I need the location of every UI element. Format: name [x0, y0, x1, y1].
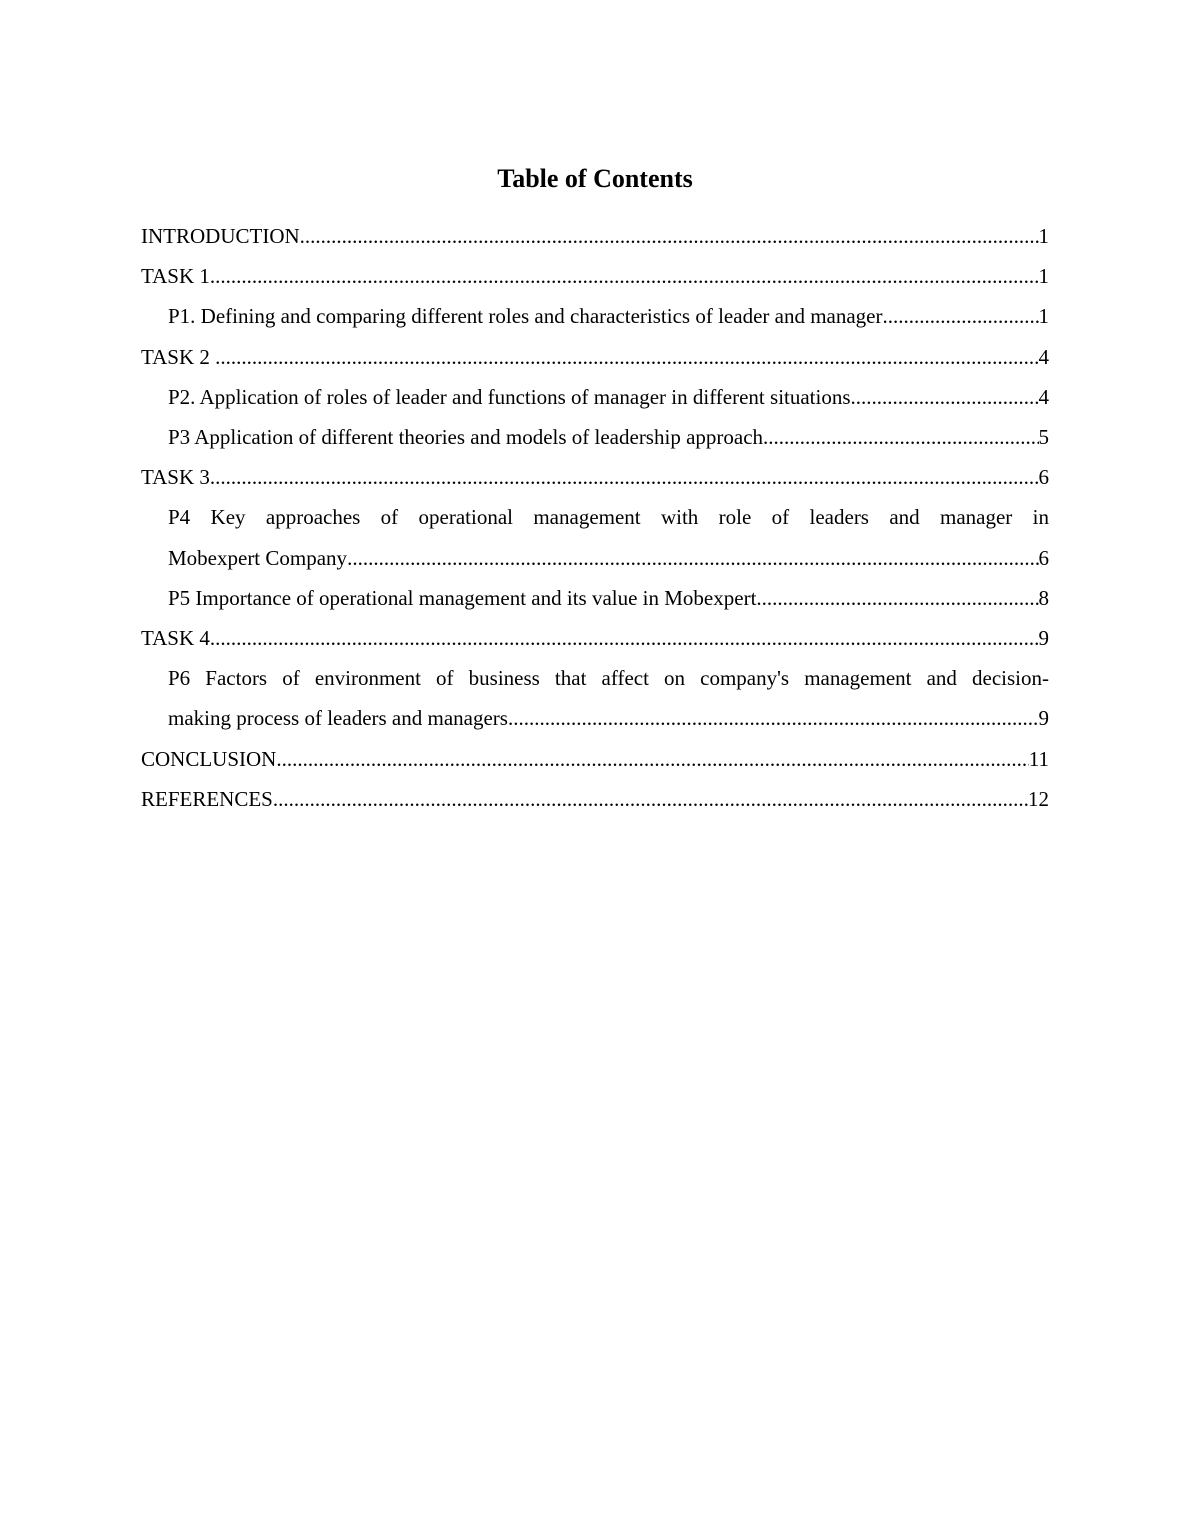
toc-entry-title: TASK 4 — [141, 626, 210, 651]
toc-entry-page: 6 — [1038, 465, 1049, 490]
toc-entry-title: P3 Application of different theories and models of leadership approach — [168, 425, 764, 450]
dot-leader — [273, 779, 1028, 819]
toc-heading: Table of Contents — [497, 164, 693, 193]
toc-entry-title-line1: P4 Key approaches of operational management with role of leaders and manager in — [168, 505, 1049, 530]
toc-entry-page: 9 — [1038, 626, 1049, 651]
dot-leader — [300, 216, 1039, 256]
toc-entry-page: 6 — [1038, 545, 1049, 570]
toc-entry-title-line1: P6 Factors of environment of business that affect on company's management and decision- — [168, 666, 1049, 691]
dot-leader — [508, 698, 1039, 738]
toc-entry-page: 5 — [1038, 425, 1049, 450]
toc-entry-title: CONCLUSION — [141, 746, 277, 771]
toc-entry-page: 9 — [1038, 706, 1049, 731]
dot-leader — [883, 296, 1039, 336]
toc-entry-task-2[interactable] — [141, 337, 1049, 377]
toc-entry-page: 11 — [1028, 746, 1049, 771]
dot-leader — [851, 377, 1039, 417]
toc-entry-title: TASK 3 — [141, 465, 210, 490]
toc-entry-page: 1 — [1038, 264, 1049, 289]
toc-entry-introduction[interactable] — [141, 216, 1049, 256]
toc-entry-task-3[interactable] — [141, 457, 1049, 497]
toc-entry-p5[interactable] — [141, 578, 1049, 618]
toc-entry-page: 8 — [1038, 585, 1049, 610]
toc-entry-p3[interactable] — [141, 417, 1049, 457]
toc-entry-p4[interactable] — [141, 497, 1049, 577]
dot-leader — [210, 256, 1039, 296]
dot-leader — [763, 417, 1038, 457]
toc-entry-p2[interactable] — [141, 377, 1049, 417]
toc-entry-title-line2: making process of leaders and managers — [168, 706, 508, 731]
toc-entry-p1[interactable] — [141, 296, 1049, 336]
toc-entry-page: 12 — [1028, 786, 1049, 811]
toc-entry-title: TASK 2 — [141, 344, 216, 369]
toc-entry-title: P2. Application of roles of leader and functions of manager in different situations — [168, 384, 851, 409]
dot-leader — [276, 739, 1028, 779]
dot-leader — [210, 618, 1039, 658]
toc-entry-title-line2: Mobexpert Company — [168, 545, 348, 570]
toc-entry-title: INTRODUCTION — [141, 224, 300, 248]
toc-entry-title: P1. Defining and comparing different roles and characteristics of leader and manager — [168, 304, 883, 329]
dot-leader — [210, 457, 1039, 497]
toc-entry-title: TASK 1 — [141, 264, 210, 289]
toc-entry-title: REFERENCES — [141, 786, 273, 811]
toc-entry-page: 1 — [1038, 304, 1049, 329]
toc-entry-page: 4 — [1038, 344, 1049, 369]
toc-entry-p6[interactable] — [141, 658, 1049, 738]
dot-leader — [347, 538, 1038, 578]
dot-leader — [215, 337, 1038, 377]
toc-entry-title: P5 Importance of operational management and its value in Mobexpert — [168, 585, 757, 610]
toc-entry-task-1[interactable] — [141, 256, 1049, 296]
toc-list — [141, 216, 1049, 819]
toc-entry-references[interactable] — [141, 779, 1049, 819]
toc-entry-conclusion[interactable] — [141, 739, 1049, 779]
toc-entry-task-4[interactable] — [141, 618, 1049, 658]
dot-leader — [756, 578, 1038, 618]
toc-entry-page: 1 — [1038, 224, 1049, 248]
toc-entry-page: 4 — [1038, 384, 1049, 409]
